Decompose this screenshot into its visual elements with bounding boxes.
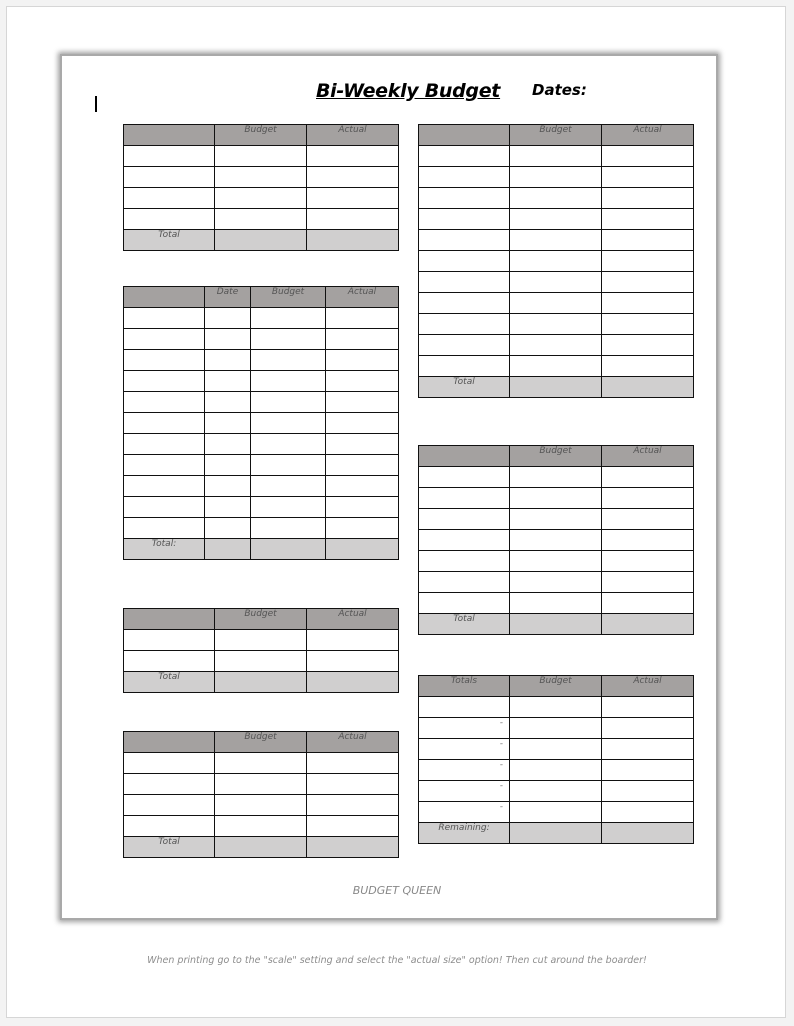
table-row: [124, 371, 399, 392]
cell[interactable]: [602, 488, 694, 509]
cell[interactable]: [307, 816, 399, 837]
cell[interactable]: [326, 413, 399, 434]
header-cell-blank: [124, 125, 215, 146]
table-row: [124, 209, 399, 230]
total-row: [124, 539, 399, 560]
dash-cell[interactable]: -: [419, 760, 510, 781]
table-row: [419, 314, 694, 335]
cell[interactable]: [326, 518, 399, 539]
cell[interactable]: [602, 697, 694, 718]
table-row: [419, 572, 694, 593]
cell[interactable]: [124, 816, 215, 837]
table-row: [124, 392, 399, 413]
total-row: [124, 672, 399, 693]
cell[interactable]: [510, 272, 602, 293]
table-row: [419, 293, 694, 314]
cell[interactable]: [602, 167, 694, 188]
cell[interactable]: [205, 518, 251, 539]
total-label: Total: [124, 837, 215, 858]
cell[interactable]: [124, 209, 215, 230]
cell[interactable]: [510, 802, 602, 823]
cell[interactable]: [419, 697, 510, 718]
cell[interactable]: [510, 572, 602, 593]
header-cell-blank: [124, 732, 215, 753]
table-row: [124, 329, 399, 350]
cell[interactable]: [510, 739, 602, 760]
cell[interactable]: [510, 209, 602, 230]
header-cell-actual: Actual: [326, 287, 399, 308]
cell[interactable]: [602, 739, 694, 760]
table-row: [419, 509, 694, 530]
cell[interactable]: [510, 335, 602, 356]
cell[interactable]: [251, 392, 326, 413]
table-row: [124, 455, 399, 476]
cell[interactable]: [602, 230, 694, 251]
total-label: Total: [419, 614, 510, 635]
cell[interactable]: [510, 614, 602, 635]
header-cell-blank: [419, 125, 510, 146]
cell[interactable]: [124, 308, 205, 329]
cell[interactable]: [510, 356, 602, 377]
cell[interactable]: [215, 146, 307, 167]
table-row: [419, 781, 694, 802]
cell[interactable]: [251, 518, 326, 539]
table-row: [124, 753, 399, 774]
cell[interactable]: [205, 434, 251, 455]
cell[interactable]: [419, 314, 510, 335]
cell[interactable]: [205, 308, 251, 329]
table-row: [419, 251, 694, 272]
table-row: [419, 272, 694, 293]
page-title: Bi-Weekly Budget: [316, 80, 501, 102]
remaining-label: Remaining:: [419, 823, 510, 844]
cell[interactable]: [419, 467, 510, 488]
table-row: [124, 497, 399, 518]
cell[interactable]: [215, 209, 307, 230]
table-header-row: [124, 609, 399, 630]
header-cell-budget: Budget: [510, 125, 602, 146]
cell[interactable]: [602, 272, 694, 293]
cell[interactable]: [124, 455, 205, 476]
cell[interactable]: [602, 572, 694, 593]
table-row: [419, 551, 694, 572]
cell[interactable]: [251, 371, 326, 392]
cell[interactable]: [602, 781, 694, 802]
cell[interactable]: [602, 209, 694, 230]
brand-name: BUDGET QUEEN: [352, 884, 442, 897]
header-cell-budget: Budget: [215, 609, 307, 630]
total-label: Total:: [124, 539, 205, 560]
cell[interactable]: [419, 530, 510, 551]
cell[interactable]: [215, 672, 307, 693]
header-cell-budget: Budget: [251, 287, 326, 308]
cell[interactable]: [215, 630, 307, 651]
header-cell-date: Date: [205, 287, 251, 308]
cell[interactable]: [307, 630, 399, 651]
cell[interactable]: [124, 329, 205, 350]
table-row: [124, 630, 399, 651]
table-row: [419, 209, 694, 230]
header-cell-blank: [124, 287, 205, 308]
cell[interactable]: [510, 188, 602, 209]
cell[interactable]: [510, 467, 602, 488]
dash-cell[interactable]: -: [419, 718, 510, 739]
table-row: [419, 335, 694, 356]
dash-cell[interactable]: -: [419, 781, 510, 802]
table-row: [124, 413, 399, 434]
cell[interactable]: [419, 188, 510, 209]
cell[interactable]: [326, 371, 399, 392]
cell[interactable]: [124, 167, 215, 188]
cell[interactable]: [326, 497, 399, 518]
header-cell-blank: [124, 609, 215, 630]
cell[interactable]: [510, 488, 602, 509]
remaining-row: [419, 823, 694, 844]
cell[interactable]: [419, 167, 510, 188]
dash-cell[interactable]: -: [419, 802, 510, 823]
table-row: [419, 593, 694, 614]
table-row: [124, 816, 399, 837]
table-header-row: [419, 125, 694, 146]
header-cell-actual: Actual: [602, 446, 694, 467]
header-cell-actual: Actual: [602, 676, 694, 697]
cell[interactable]: [419, 551, 510, 572]
cell[interactable]: [510, 230, 602, 251]
cell[interactable]: [215, 774, 307, 795]
cell[interactable]: [307, 167, 399, 188]
cell[interactable]: [124, 434, 205, 455]
table-row: [419, 356, 694, 377]
cell[interactable]: [215, 230, 307, 251]
table-row: [419, 230, 694, 251]
cell[interactable]: [602, 530, 694, 551]
cell[interactable]: [307, 230, 399, 251]
cell[interactable]: [602, 188, 694, 209]
cell[interactable]: [419, 272, 510, 293]
cell[interactable]: [510, 167, 602, 188]
cell[interactable]: [215, 167, 307, 188]
cell[interactable]: [602, 509, 694, 530]
cell[interactable]: [510, 377, 602, 398]
cell[interactable]: [419, 356, 510, 377]
cell[interactable]: [510, 697, 602, 718]
total-label: Total: [419, 377, 510, 398]
cell[interactable]: [602, 293, 694, 314]
cell[interactable]: [510, 509, 602, 530]
cell[interactable]: [510, 314, 602, 335]
cell[interactable]: [307, 672, 399, 693]
cell[interactable]: [307, 753, 399, 774]
table-row: [124, 476, 399, 497]
cell[interactable]: [215, 837, 307, 858]
cell[interactable]: [602, 760, 694, 781]
cell[interactable]: [251, 497, 326, 518]
total-row: [419, 614, 694, 635]
table-row: [419, 718, 694, 739]
cell[interactable]: [326, 476, 399, 497]
cell[interactable]: [419, 230, 510, 251]
cell[interactable]: [326, 350, 399, 371]
total-row: [419, 377, 694, 398]
text-cursor: [95, 96, 97, 112]
cell[interactable]: [326, 329, 399, 350]
cell[interactable]: [124, 518, 205, 539]
cell[interactable]: [602, 593, 694, 614]
cell[interactable]: [205, 350, 251, 371]
cell[interactable]: [510, 593, 602, 614]
cell[interactable]: [205, 371, 251, 392]
table-row: [419, 739, 694, 760]
cell[interactable]: [124, 392, 205, 413]
cell[interactable]: [326, 392, 399, 413]
cell[interactable]: [419, 593, 510, 614]
cell[interactable]: [419, 146, 510, 167]
table-header-row: [124, 287, 399, 308]
cell[interactable]: [251, 329, 326, 350]
header-cell-budget: Budget: [215, 732, 307, 753]
header-cell-actual: Actual: [602, 125, 694, 146]
cell[interactable]: [124, 774, 215, 795]
cell[interactable]: [124, 476, 205, 497]
header-cell-actual: Actual: [307, 609, 399, 630]
cell[interactable]: [419, 335, 510, 356]
savings-table: [123, 608, 399, 693]
cell[interactable]: [602, 551, 694, 572]
cell[interactable]: [307, 146, 399, 167]
table-row: [419, 488, 694, 509]
dash-cell[interactable]: -: [419, 739, 510, 760]
debt-table: [123, 731, 399, 858]
cell[interactable]: [307, 774, 399, 795]
cell[interactable]: [251, 350, 326, 371]
cell[interactable]: [510, 293, 602, 314]
cell[interactable]: [205, 413, 251, 434]
table-row: [124, 188, 399, 209]
cell[interactable]: [602, 614, 694, 635]
cell[interactable]: [205, 539, 251, 560]
cell[interactable]: [510, 823, 602, 844]
header-cell-budget: Budget: [510, 676, 602, 697]
cell[interactable]: [307, 209, 399, 230]
cell[interactable]: [124, 371, 205, 392]
cell[interactable]: [602, 718, 694, 739]
cell[interactable]: [419, 293, 510, 314]
cell[interactable]: [602, 335, 694, 356]
cell[interactable]: [215, 795, 307, 816]
table-row: [124, 350, 399, 371]
table-row: [124, 434, 399, 455]
total-label: Total: [124, 230, 215, 251]
cell[interactable]: [215, 753, 307, 774]
cell[interactable]: [307, 651, 399, 672]
cell[interactable]: [124, 188, 215, 209]
bills-table: [123, 286, 399, 560]
cell[interactable]: [419, 209, 510, 230]
cell[interactable]: [510, 781, 602, 802]
header-cell-totals: Totals: [419, 676, 510, 697]
cell[interactable]: [215, 816, 307, 837]
cell[interactable]: [510, 251, 602, 272]
cell[interactable]: [326, 434, 399, 455]
cell[interactable]: [510, 718, 602, 739]
cell[interactable]: [602, 467, 694, 488]
table-row: [124, 146, 399, 167]
cell[interactable]: [602, 146, 694, 167]
cell[interactable]: [602, 823, 694, 844]
cell[interactable]: [419, 509, 510, 530]
cell[interactable]: [419, 488, 510, 509]
cell[interactable]: [251, 308, 326, 329]
cell[interactable]: [124, 350, 205, 371]
table-row: [124, 651, 399, 672]
cell[interactable]: [307, 837, 399, 858]
table-row: [419, 188, 694, 209]
cell[interactable]: [602, 314, 694, 335]
cell[interactable]: [326, 308, 399, 329]
cell[interactable]: [419, 251, 510, 272]
header-cell-budget: Budget: [215, 125, 307, 146]
dates-label: Dates:: [532, 81, 587, 99]
cell[interactable]: [124, 146, 215, 167]
variable-expenses-table: [418, 445, 694, 635]
table-row: [419, 467, 694, 488]
table-row: [419, 530, 694, 551]
cell[interactable]: [419, 572, 510, 593]
header-cell-blank: [419, 446, 510, 467]
cell[interactable]: [251, 455, 326, 476]
cell[interactable]: [124, 413, 205, 434]
cell[interactable]: [205, 455, 251, 476]
cell[interactable]: [326, 455, 399, 476]
cell[interactable]: [251, 413, 326, 434]
table-header-row: [419, 676, 694, 697]
table-row: [419, 802, 694, 823]
total-row: [124, 230, 399, 251]
cell[interactable]: [124, 630, 215, 651]
cell[interactable]: [124, 795, 215, 816]
table-row: [419, 697, 694, 718]
header-cell-budget: Budget: [510, 446, 602, 467]
table-row: [124, 518, 399, 539]
cell[interactable]: [307, 188, 399, 209]
cell[interactable]: [205, 329, 251, 350]
expenses-table: [418, 124, 694, 398]
cell[interactable]: [251, 476, 326, 497]
table-row: [419, 760, 694, 781]
table-header-row: [124, 732, 399, 753]
income-table: [123, 124, 399, 251]
table-row: [124, 308, 399, 329]
cell[interactable]: [215, 651, 307, 672]
table-row: [124, 167, 399, 188]
cell[interactable]: [205, 476, 251, 497]
cell[interactable]: [602, 251, 694, 272]
table-row: [419, 146, 694, 167]
header-cell-actual: Actual: [307, 732, 399, 753]
cell[interactable]: [251, 539, 326, 560]
cell[interactable]: [215, 188, 307, 209]
table-row: [124, 795, 399, 816]
table-row: [124, 774, 399, 795]
cell[interactable]: [510, 551, 602, 572]
cell[interactable]: [326, 539, 399, 560]
cell[interactable]: [205, 497, 251, 518]
printing-note: When printing go to the "scale" setting and select the "actual size" option! Then cut around the boarder!: [147, 955, 647, 966]
cell[interactable]: [602, 356, 694, 377]
table-header-row: [419, 446, 694, 467]
table-row: [419, 167, 694, 188]
cell[interactable]: [510, 530, 602, 551]
cell[interactable]: [251, 434, 326, 455]
cell[interactable]: [602, 802, 694, 823]
header-cell-actual: Actual: [307, 125, 399, 146]
cell[interactable]: [510, 146, 602, 167]
cell[interactable]: [307, 795, 399, 816]
cell[interactable]: [205, 392, 251, 413]
totals-summary-table: [418, 675, 694, 844]
table-header-row: [124, 125, 399, 146]
cell[interactable]: [510, 760, 602, 781]
total-label: Total: [124, 672, 215, 693]
cell[interactable]: [124, 651, 215, 672]
cell[interactable]: [124, 497, 205, 518]
cell[interactable]: [124, 753, 215, 774]
cell[interactable]: [602, 377, 694, 398]
total-row: [124, 837, 399, 858]
